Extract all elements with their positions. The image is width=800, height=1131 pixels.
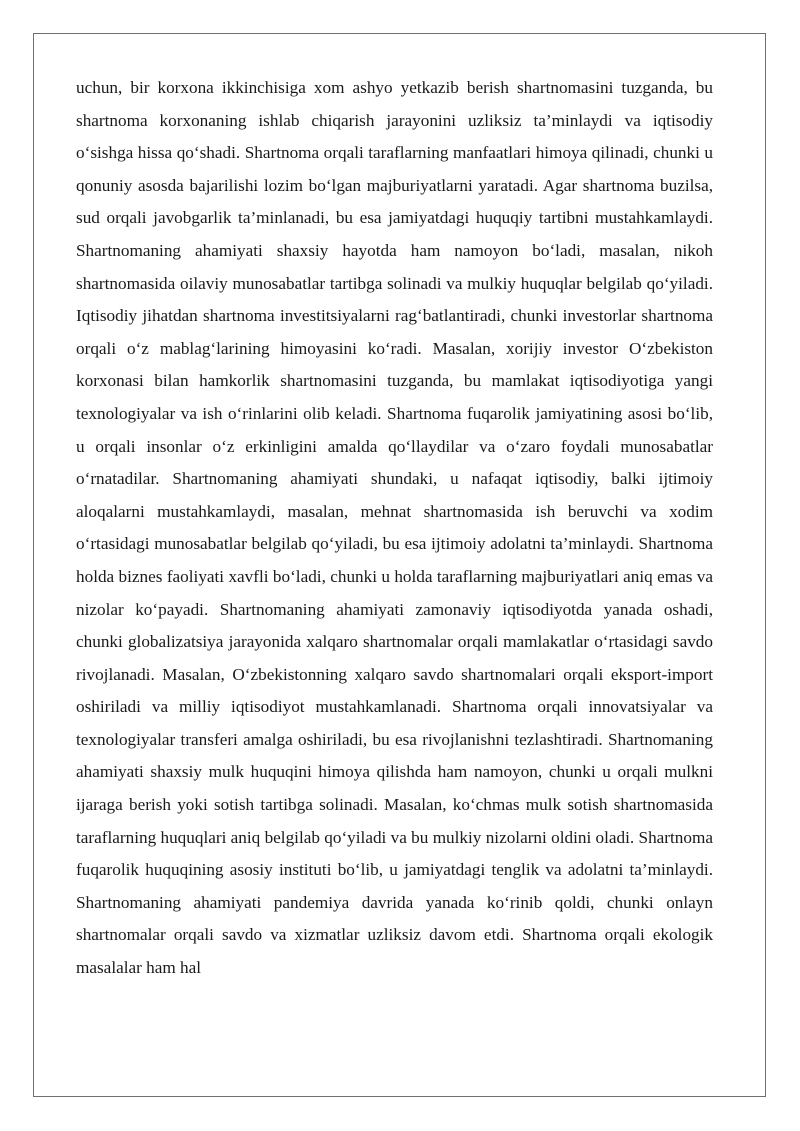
body-paragraph: uchun, bir korxona ikkinchisiga xom ashyo yetkazib berish shartnomasini tuzganda, bu shartnoma korxonaning ishlab chiqarish jarayonini uzliksiz ta’minlaydi va iqtisodiy o‘sishga hissa qo‘shadi. Shartnoma orqali taraflarning manfaatlari himoya qilinadi, chunki u qonuniy asosda bajarilishi lozim bo‘lgan majburiyatlarni yaratadi. Agar shartnoma buzilsa, sud orqali javobgarlik ta’minlanadi, bu esa jamiyatdagi huquqiy tartibni mustahkamlaydi. Shartnomaning ahamiyati shaxsiy hayotda ham namoyon bo‘ladi, masalan, nikoh shartnomasida oilaviy munosabatlar tartibga solinadi va mulkiy huquqlar belgilab qo‘yiladi. Iqtisodiy jihatdan shartnoma investitsiyalarni rag‘batlantiradi, chunki investorlar shartnoma orqali o‘z mablag‘larining himoyasini ko‘radi. Masalan, xorijiy investor O‘zbekiston korxonasi bilan hamkorlik shartnomasini tuzganda, bu mamlakat iqtisodiyotiga yangi texnologiyalar va ish o‘rinlarini olib keladi. Shartnoma fuqarolik jamiyatining asosi bo‘lib, u orqali insonlar o‘z erkinligini amalda qo‘llaydilar va o‘zaro foydali munosabatlar o‘rnatadilar. Shartnomaning ahamiyati shundaki, u nafaqat iqtisodiy, balki ijtimoiy aloqalarni mustahkamlaydi, masalan, mehnat shartnomasida ish beruvchi va xodim o‘rtasidagi munosabatlar belgilab qo‘yiladi, bu esa ijtimoiy adolatni ta’minlaydi. Shartnoma holda biznes faoliyati xavfli bo‘ladi, chunki u holda taraflarning majburiyatlari aniq emas va nizolar ko‘payadi. Shartnomaning ahamiyati zamonaviy iqtisodiyotda yanada oshadi, chunki globalizatsiya jarayonida xalqaro shartnomalar orqali mamlakatlar o‘rtasidagi savdo rivojlanadi. Masalan, O‘zbekistonning xalqaro savdo shartnomalari orqali eksport-import oshiriladi va milliy iqtisodiyot mustahkamlanadi. Shartnoma orqali innovatsiyalar va texnologiyalar transferi amalga oshiriladi, bu esa rivojlanishni tezlashtiradi. Shartnomaning ahamiyati shaxsiy mulk huquqini himoya qilishda ham namoyon, chunki u orqali mulkni ijaraga berish yoki sotish tartibga solinadi. Masalan, ko‘chmas mulk sotish shartnomasida taraflarning huquqlari aniq belgilab qo‘yiladi va bu mulkiy nizolarni oldini oladi. Shartnoma fuqarolik huquqining asosiy instituti bo‘lib, u jamiyatdagi tenglik va adolatni ta’minlaydi. Shartnomaning ahamiyati pandemiya davrida yanada ko‘rinib qoldi, chunki onlayn shartnomalar orqali savdo va xizmatlar uzliksiz davom etdi. Shartnoma orqali ekologik masalalar ham hal [76, 78, 713, 978]
